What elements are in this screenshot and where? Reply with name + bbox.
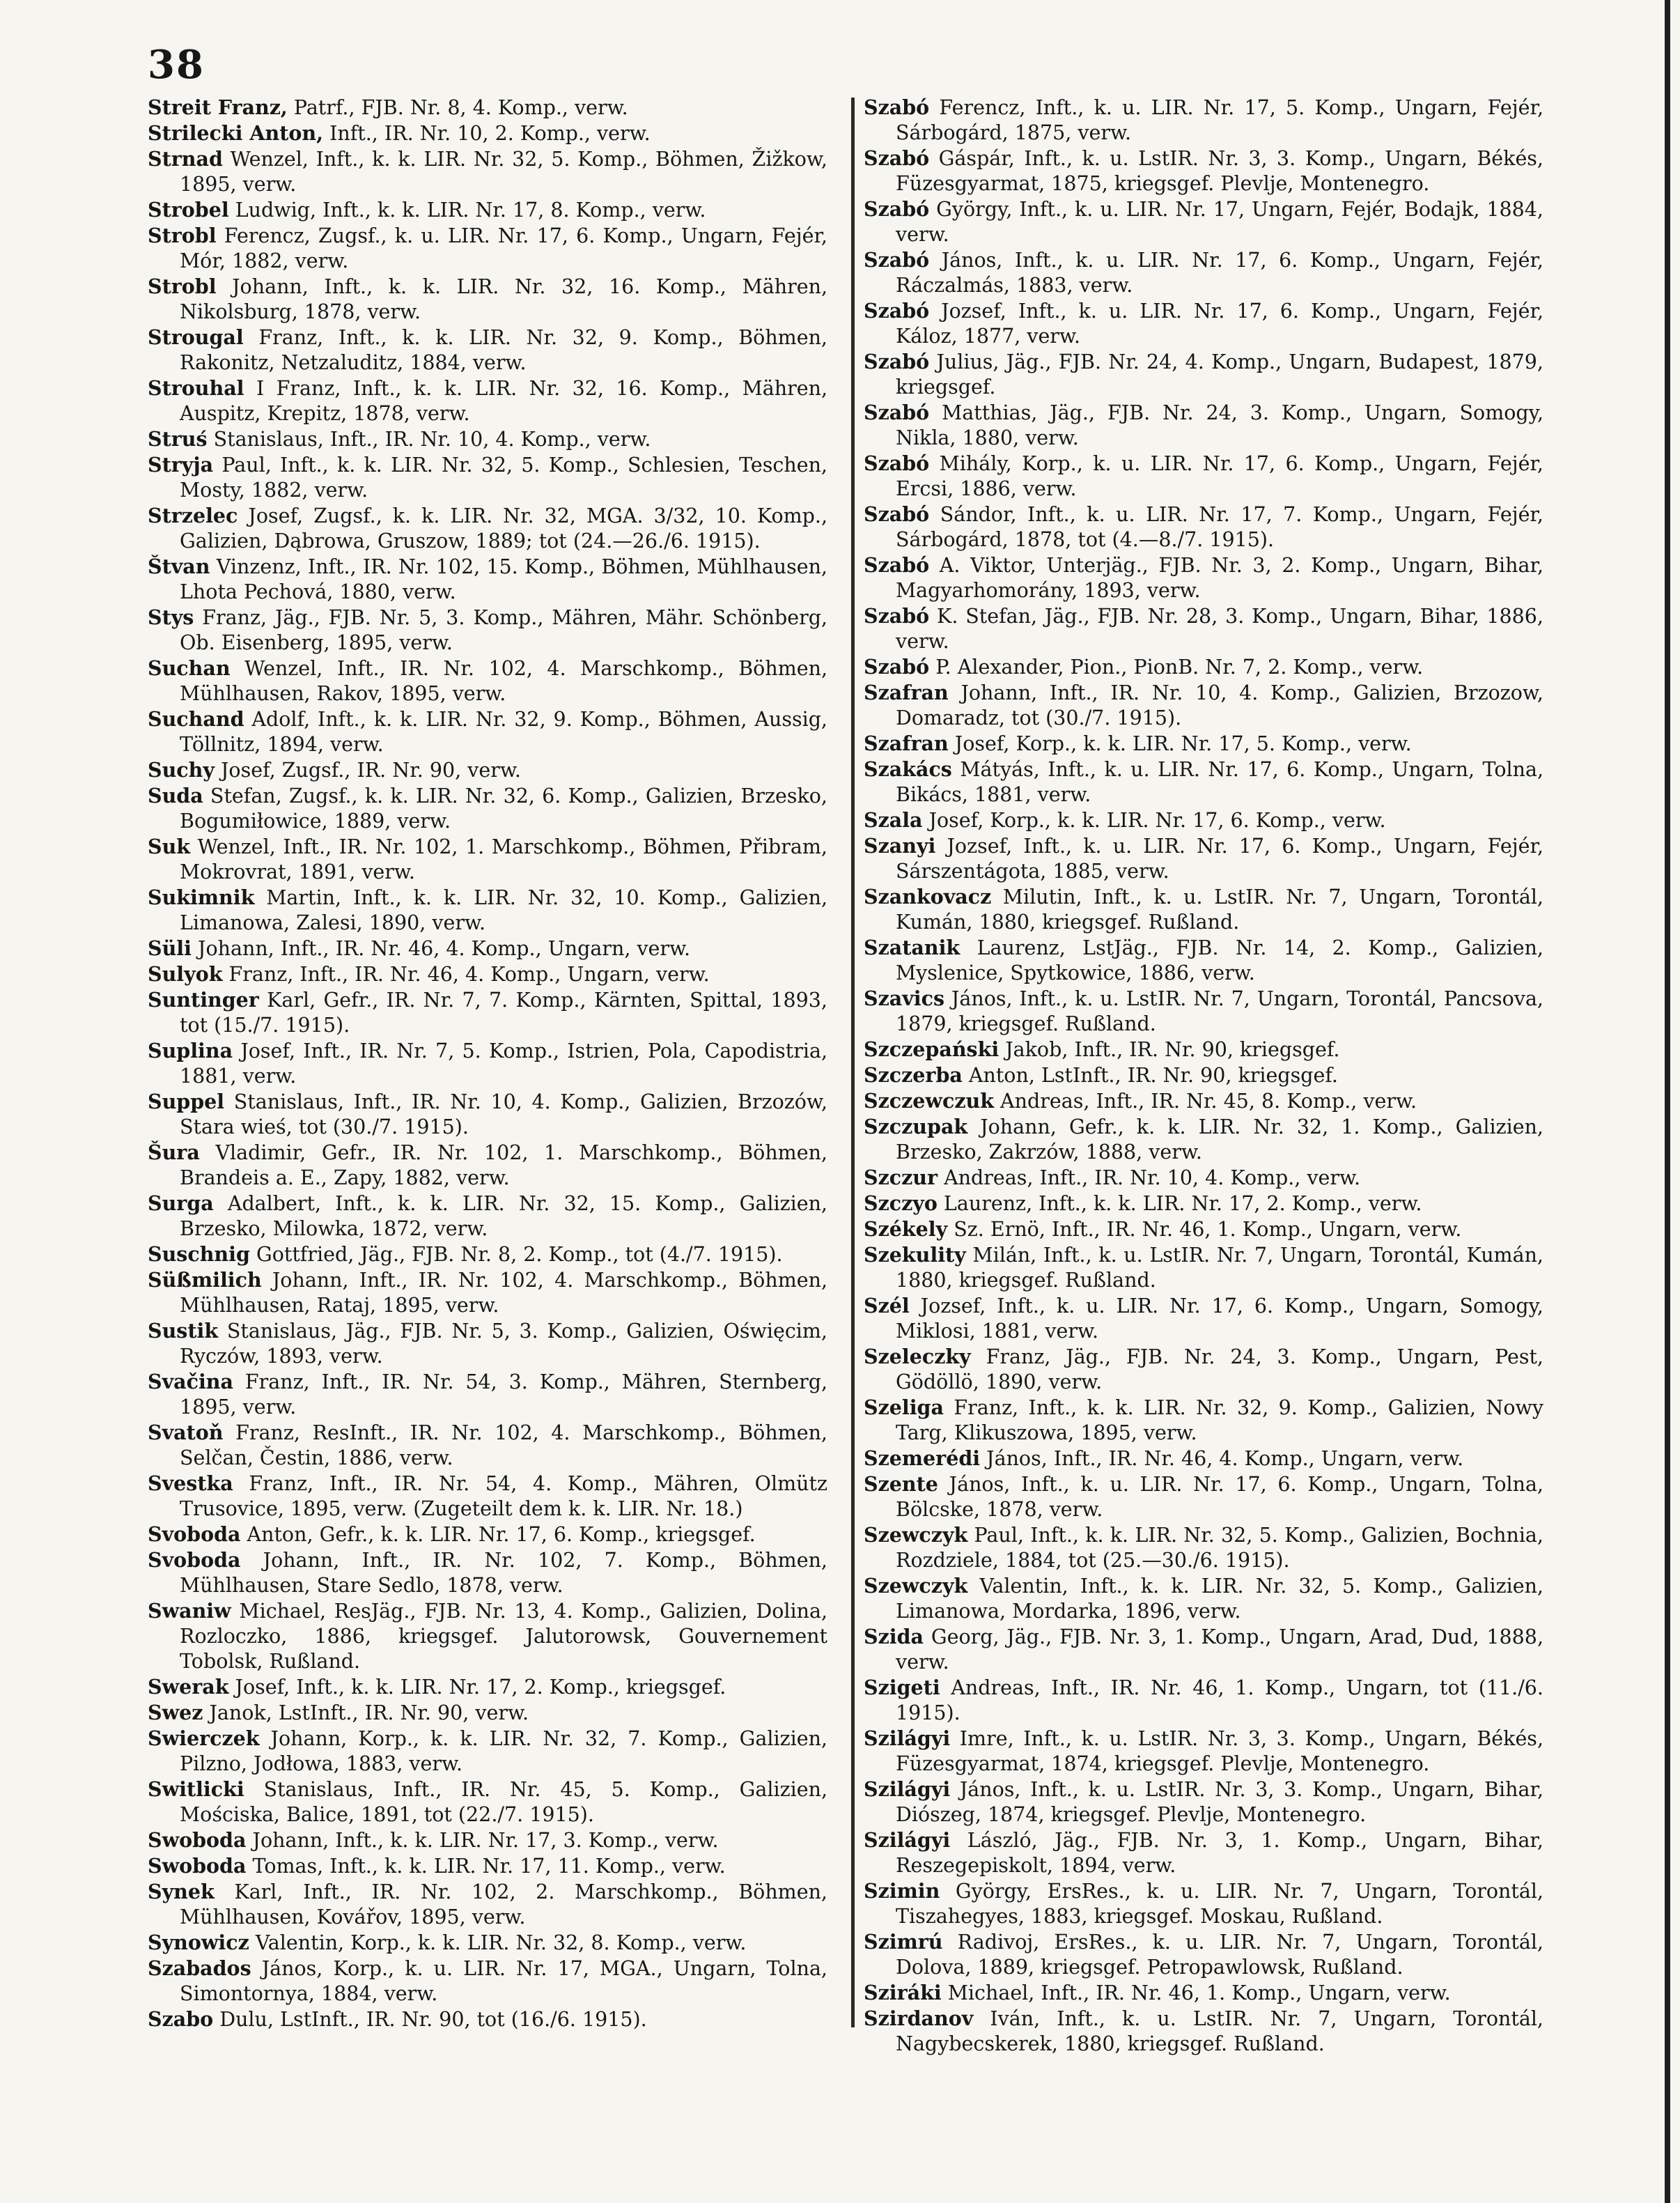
entry-details: Johann, Inft., IR. Nr. 102, 7. Komp., Böhmen, Mühlhausen, Stare Sedlo, 1878, verw. <box>180 1549 827 1597</box>
casualty-entry <box>864 603 1543 654</box>
entry-surname: Szabó <box>864 502 930 526</box>
casualty-entry <box>148 223 827 274</box>
entry-surname: Süßmilich <box>148 1268 262 1292</box>
casualty-entry <box>864 1624 1543 1675</box>
entry-surname: Szabó <box>864 451 930 475</box>
entry-surname: Suppel <box>148 1090 225 1113</box>
casualty-entry <box>148 961 827 987</box>
entry-surname: Swerak <box>148 1675 229 1699</box>
entry-surname: Štvan <box>148 555 210 578</box>
casualty-entry <box>148 1267 827 1318</box>
casualty-entry <box>148 1140 827 1191</box>
entry-surname: Szala <box>864 808 923 832</box>
entry-surname: Swoboda <box>148 1828 247 1852</box>
entry-details: Mátyás, Inft., k. u. LIR. Nr. 17, 6. Komp., Ungarn, Tolna, Bikács, 1881, verw. <box>896 758 1543 806</box>
casualty-entry <box>148 1700 827 1726</box>
entry-surname: Stys <box>148 605 194 629</box>
entry-details: János, Inft., k. u. LstIR. Nr. 7, Ungarn, Torontál, Pancsova, 1879, kriegsgef. Rußland. <box>896 987 1543 1035</box>
casualty-entry <box>148 503 827 554</box>
entry-details: Georg, Jäg., FJB. Nr. 3, 1. Komp., Ungarn, Arad, Dud, 1888, verw. <box>896 1625 1543 1673</box>
entry-surname: Szabó <box>864 146 930 170</box>
casualty-entry <box>148 1930 827 1956</box>
entry-surname: Suschnig <box>148 1242 250 1266</box>
entry-surname: Szigeti <box>864 1676 940 1699</box>
casualty-entry <box>148 146 827 197</box>
entry-details: Jozsef, Inft., k. u. LIR. Nr. 17, 6. Komp., Ungarn, Fejér, Sárszentágota, 1885, verw. <box>896 835 1543 883</box>
casualty-entry <box>148 1853 827 1879</box>
casualty-entry <box>864 1062 1543 1088</box>
entry-surname: Szewczyk <box>864 1523 968 1547</box>
entry-details: György, ErsRes., k. u. LIR. Nr. 7, Ungarn, Torontál, Tiszahegyes, 1883, kriegsgef. Moskau, Rußland. <box>896 1880 1543 1928</box>
entry-details: Paul, Inft., k. k. LIR. Nr. 32, 5. Komp., Galizien, Bochnia, Rozdziele, 1884, tot (25.—30./6. 1915). <box>896 1524 1543 1572</box>
casualty-entry <box>148 121 827 146</box>
entry-surname: Swierczek <box>148 1726 260 1750</box>
column-divider <box>851 98 855 2027</box>
casualty-entry <box>864 935 1543 986</box>
entry-surname: Sukimnik <box>148 886 255 909</box>
entry-surname: Szabó <box>864 299 930 323</box>
entry-details: Paul, Inft., k. k. LIR. Nr. 32, 5. Komp., Schlesien, Teschen, Mosty, 1882, verw. <box>180 454 827 502</box>
casualty-entry <box>148 783 827 834</box>
entry-details: Iván, Inft., k. u. LstIR. Nr. 7, Ungarn, Torontál, Nagybecskerek, 1880, kriegsgef. Rußland. <box>896 2007 1543 2055</box>
entry-details: Johann, Inft., IR. Nr. 10, 4. Komp., Galizien, Brzozow, Domaradz, tot (30./7. 1915). <box>896 681 1543 729</box>
entry-details: Vinzenz, Inft., IR. Nr. 102, 15. Komp., Böhmen, Mühlhausen, Lhota Pechová, 1880, verw. <box>180 555 827 603</box>
entry-details: Josef, Zugsf., IR. Nr. 90, verw. <box>214 759 521 782</box>
entry-surname: Sulyok <box>148 962 223 986</box>
entry-surname: Szczepański <box>864 1037 1000 1061</box>
entry-details: Matthias, Jäg., FJB. Nr. 24, 3. Komp., Ungarn, Somogy, Nikla, 1880, verw. <box>896 401 1543 449</box>
entry-details: János, Inft., k. u. LstIR. Nr. 3, 3. Komp., Ungarn, Bihar, Diószeg, 1874, kriegsgef. Plevlje, Montenegro. <box>896 1778 1543 1826</box>
casualty-entry <box>148 936 827 961</box>
entry-surname: Sziráki <box>864 1981 942 2004</box>
entry-surname: Strobl <box>148 275 217 298</box>
casualty-entry <box>864 1827 1543 1878</box>
entry-details: Laurenz, LstJäg., FJB. Nr. 14, 2. Komp., Galizien, Myslenice, Spytkowice, 1886, verw. <box>896 936 1543 984</box>
casualty-entry <box>864 1216 1543 1242</box>
entry-details: Michael, Inft., IR. Nr. 46, 1. Komp., Ungarn, verw. <box>941 1981 1451 2004</box>
entry-details: Franz, Inft., k. k. LIR. Nr. 32, 9. Komp., Galizien, Nowy Targ, Klikuszowa, 1895, verw. <box>896 1396 1543 1444</box>
casualty-entry <box>148 452 827 503</box>
entry-details: Franz, Inft., k. k. LIR. Nr. 32, 9. Komp., Böhmen, Rakonitz, Netzaluditz, 1884, verw. <box>180 326 827 374</box>
entry-details: Josef, Inft., IR. Nr. 7, 5. Komp., Istrien, Pola, Capodistria, 1881, verw. <box>180 1039 827 1088</box>
entry-surname: Suplina <box>148 1039 233 1062</box>
entry-details: Valentin, Inft., k. k. LIR. Nr. 32, 5. Komp., Galizien, Limanowa, Mordarka, 1896, verw. <box>896 1575 1543 1623</box>
entry-surname: Svoboda <box>148 1548 241 1572</box>
entry-surname: Szekulity <box>864 1243 966 1267</box>
entry-surname: Strobl <box>148 224 217 247</box>
entry-surname: Strnad <box>148 147 223 171</box>
entry-surname: Sustik <box>148 1319 219 1343</box>
entry-surname: Strzelec <box>148 504 238 527</box>
entry-details: Ferencz, Inft., k. u. LIR. Nr. 17, 5. Komp., Ungarn, Fejér, Sárbogárd, 1875, verw. <box>896 96 1543 144</box>
entry-surname: Svačina <box>148 1370 233 1393</box>
casualty-entry <box>864 2006 1543 2057</box>
entry-details: Mihály, Korp., k. u. LIR. Nr. 17, 6. Komp., Ungarn, Fejér, Ercsi, 1886, verw. <box>896 452 1543 500</box>
entry-details: Milán, Inft., k. u. LstIR. Nr. 7, Ungarn, Torontál, Kumán, 1880, kriegsgef. Rußland. <box>896 1244 1543 1292</box>
casualty-entry <box>864 1573 1543 1624</box>
casualty-entry <box>148 1089 827 1140</box>
entry-details: Andreas, Inft., IR. Nr. 45, 8. Komp., verw. <box>993 1090 1417 1113</box>
entry-surname: Szabó <box>864 350 930 373</box>
entry-details: Jakob, Inft., IR. Nr. 90, kriegsgef. <box>999 1038 1340 1061</box>
entry-surname: Szél <box>864 1294 910 1317</box>
casualty-entry <box>148 1318 827 1369</box>
entry-surname: Synowicz <box>148 1931 249 1954</box>
entry-details: Michael, ResJäg., FJB. Nr. 13, 4. Komp., Galizien, Dolina, Rozloczko, 1886, kriegsgef. Jalutorowsk, Gouvernement Tobolsk, Rußland. <box>180 1600 827 1673</box>
casualty-entry <box>148 95 827 121</box>
entry-surname: Szavics <box>864 987 945 1010</box>
entry-surname: Szente <box>864 1472 938 1496</box>
entry-surname: Surga <box>148 1191 214 1215</box>
casualty-entry <box>148 325 827 376</box>
entry-surname: Süli <box>148 936 192 960</box>
entry-details: Radivoj, ErsRes., k. u. LIR. Nr. 7, Ungarn, Torontál, Dolova, 1889, kriegsgef. Petropawlowsk, Rußland. <box>896 1931 1543 1979</box>
entry-details: Johann, Inft., k. k. LIR. Nr. 32, 16. Komp., Mähren, Nikolsburg, 1878, verw. <box>180 275 827 323</box>
casualty-entry <box>864 1980 1543 2006</box>
casualty-entry <box>864 146 1543 196</box>
entry-surname: Suchan <box>148 656 231 680</box>
entry-surname: Szabó <box>864 655 930 679</box>
entry-details: Karl, Inft., IR. Nr. 102, 2. Marschkomp., Böhmen, Mühlhausen, Kovářov, 1895, verw. <box>180 1880 827 1928</box>
entry-details: Imre, Inft., k. u. LstIR. Nr. 3, 3. Komp., Ungarn, Békés, Füzesgyarmat, 1874, kriegsgef. Plevlje, Montenegro. <box>896 1727 1543 1775</box>
entry-details: János, Inft., k. u. LIR. Nr. 17, 6. Komp., Ungarn, Fejér, Ráczalmás, 1883, verw. <box>896 249 1543 297</box>
entry-surname: Swaniw <box>148 1599 231 1623</box>
entry-surname: Szilágyi <box>864 1828 951 1852</box>
entry-surname: Suda <box>148 784 203 807</box>
entry-details: A. Viktor, Unterjäg., FJB. Nr. 3, 2. Komp., Ungarn, Bihar, Magyarhomorány, 1893, verw. <box>896 554 1543 602</box>
casualty-entry <box>864 1191 1543 1216</box>
casualty-entry <box>864 349 1543 400</box>
casualty-entry <box>148 1191 827 1242</box>
casualty-entry <box>864 451 1543 502</box>
entry-details: Adolf, Inft., k. k. LIR. Nr. 32, 9. Komp., Böhmen, Aussig, Töllnitz, 1894, verw. <box>180 708 827 756</box>
casualty-entry <box>148 2007 827 2032</box>
entry-details: Sz. Ernö, Inft., IR. Nr. 46, 1. Komp., Ungarn, verw. <box>947 1218 1462 1241</box>
entry-details: Johann, Gefr., k. k. LIR. Nr. 32, 1. Komp., Galizien, Brzesko, Zakrzów, 1888, verw. <box>896 1115 1543 1164</box>
casualty-entry <box>148 757 827 783</box>
casualty-entry <box>148 1827 827 1853</box>
entry-surname: Szabó <box>864 197 930 221</box>
entry-details: Janok, LstInft., IR. Nr. 90, verw. <box>203 1701 529 1724</box>
entry-surname: Szimrú <box>864 1930 943 1954</box>
casualty-entry <box>148 376 827 426</box>
entry-details: Gottfried, Jäg., FJB. Nr. 8, 2. Komp., tot (4./7. 1915). <box>249 1243 783 1266</box>
entry-surname: Szimin <box>864 1879 940 1903</box>
entry-details: János, Inft., IR. Nr. 46, 4. Komp., Ungarn, verw. <box>980 1447 1464 1470</box>
casualty-entry <box>148 1471 827 1522</box>
entry-details: Milutin, Inft., k. u. LstIR. Nr. 7, Ungarn, Torontál, Kumán, 1880, kriegsgef. Rußland. <box>896 886 1543 934</box>
entry-surname: Swez <box>148 1701 203 1724</box>
casualty-entry <box>148 1522 827 1547</box>
entry-details: P. Alexander, Pion., PionB. Nr. 7, 2. Komp., verw. <box>929 656 1424 679</box>
casualty-entry <box>864 1344 1543 1395</box>
casualty-entry <box>864 884 1543 935</box>
entry-details: Franz, Inft., IR. Nr. 54, 3. Komp., Mähren, Sternberg, 1895, verw. <box>180 1370 827 1419</box>
entry-details: Josef, Korp., k. k. LIR. Nr. 17, 5. Komp., verw. <box>948 732 1412 755</box>
entry-surname: Szczyo <box>864 1191 938 1215</box>
casualty-entry <box>864 654 1543 680</box>
casualty-entry <box>148 834 827 885</box>
entry-surname: Svoboda <box>148 1522 241 1546</box>
entry-surname: Suchand <box>148 707 244 731</box>
casualty-entry <box>148 197 827 223</box>
entry-surname: Strilecki Anton, <box>148 121 324 145</box>
entry-surname: Szabados <box>148 1956 251 1980</box>
page-number: 38 <box>148 42 205 88</box>
entry-details: Jozsef, Inft., k. u. LIR. Nr. 17, 6. Komp., Ungarn, Fejér, Káloz, 1877, verw. <box>896 300 1543 348</box>
casualty-entry <box>148 1242 827 1267</box>
casualty-entry <box>148 1038 827 1089</box>
entry-details: Karl, Gefr., IR. Nr. 7, 7. Komp., Kärnten, Spittal, 1893, tot (15./7. 1915). <box>180 989 827 1037</box>
casualty-entry <box>864 1037 1543 1062</box>
entry-surname: Suchy <box>148 758 215 782</box>
entry-surname: Struś <box>148 427 208 451</box>
entry-details: Stanislaus, Inft., IR. Nr. 45, 5. Komp., Galizien, Mościska, Balice, 1891, tot (22./7. 1915). <box>180 1778 827 1826</box>
entry-details: Josef, Zugsf., k. k. LIR. Nr. 32, MGA. 3/32, 10. Komp., Galizien, Dąbrowa, Gruszow, 1889; tot (24.—26./6. 1915). <box>180 504 827 552</box>
entry-details: Julius, Jäg., FJB. Nr. 24, 4. Komp., Ungarn, Budapest, 1879, kriegsgef. <box>896 350 1543 399</box>
casualty-entry <box>864 1777 1543 1827</box>
entry-details: Gáspár, Inft., k. u. LstIR. Nr. 3, 3. Komp., Ungarn, Békés, Füzesgyarmat, 1875, kriegsgef. Plevlje, Montenegro. <box>896 147 1543 195</box>
entry-surname: Szczur <box>864 1166 938 1189</box>
casualty-entry <box>864 757 1543 807</box>
entry-details: I Franz, Inft., k. k. LIR. Nr. 32, 16. Komp., Mähren, Auspitz, Krepitz, 1878, verw. <box>180 377 827 425</box>
entry-surname: Szilágyi <box>864 1777 951 1801</box>
entry-details: Johann, Inft., k. k. LIR. Nr. 17, 3. Komp., verw. <box>246 1829 719 1852</box>
casualty-entry <box>864 1726 1543 1777</box>
entry-details: Stefan, Zugsf., k. k. LIR. Nr. 32, 6. Komp., Galizien, Brzesko, Bogumiłowice, 1889, verw. <box>180 784 827 833</box>
entry-details: Johann, Inft., IR. Nr. 46, 4. Komp., Ungarn, verw. <box>191 937 691 960</box>
entry-surname: Strobel <box>148 198 229 222</box>
entry-details: Franz, ResInft., IR. Nr. 102, 4. Marschkomp., Böhmen, Selčan, Čestin, 1886, verw. <box>180 1421 827 1469</box>
casualty-entry <box>864 1165 1543 1191</box>
entry-details: László, Jäg., FJB. Nr. 3, 1. Komp., Ungarn, Bihar, Reszegepiskolt, 1894, verw. <box>896 1829 1543 1877</box>
entry-surname: Szabó <box>864 95 930 119</box>
casualty-entry <box>864 552 1543 603</box>
entry-details: Sándor, Inft., k. u. LIR. Nr. 17, 7. Komp., Ungarn, Fejér, Sárbogárd, 1878, tot (4.—8./7. 1915). <box>896 503 1543 551</box>
entry-surname: Strougal <box>148 325 244 349</box>
casualty-entry <box>864 196 1543 247</box>
casualty-entry <box>148 1879 827 1930</box>
entry-details: János, Inft., k. u. LIR. Nr. 17, 6. Komp., Ungarn, Tolna, Bölcske, 1878, verw. <box>896 1473 1543 1521</box>
entry-details: Valentin, Korp., k. k. LIR. Nr. 32, 8. Komp., verw. <box>249 1931 747 1954</box>
entry-details: Dulu, LstInft., IR. Nr. 90, tot (16./6. 1915). <box>213 2008 647 2031</box>
casualty-entry <box>148 885 827 936</box>
casualty-entry <box>148 1420 827 1471</box>
casualty-entry <box>148 1777 827 1827</box>
entry-surname: Szakács <box>864 757 952 781</box>
casualty-entry <box>864 1878 1543 1929</box>
casualty-entry <box>148 987 827 1038</box>
casualty-entry <box>148 1956 827 2007</box>
entry-surname: Szczupak <box>864 1115 968 1138</box>
entry-surname: Szida <box>864 1625 924 1648</box>
entry-surname: Stryja <box>148 453 214 477</box>
entry-surname: Šura <box>148 1141 200 1164</box>
entry-details: Anton, Gefr., k. k. LIR. Nr. 17, 6. Komp., kriegsgef. <box>240 1523 756 1546</box>
entry-surname: Szafran <box>864 681 949 704</box>
entry-surname: Szabó <box>864 248 930 272</box>
casualty-entry <box>864 1088 1543 1114</box>
entry-details: Andreas, Inft., IR. Nr. 46, 1. Komp., Ungarn, tot (11./6. 1915). <box>896 1676 1543 1724</box>
entry-surname: Suntinger <box>148 988 259 1012</box>
entry-surname: Szczerba <box>864 1063 963 1087</box>
entry-details: Anton, LstInft., IR. Nr. 90, kriegsgef. <box>962 1064 1338 1087</box>
entry-details: K. Stefan, Jäg., FJB. Nr. 28, 3. Komp., Ungarn, Bihar, 1886, verw. <box>896 605 1543 653</box>
entry-details: Ferencz, Zugsf., k. u. LIR. Nr. 17, 6. Komp., Ungarn, Fejér, Mór, 1882, verw. <box>180 224 827 272</box>
entry-details: Inft., IR. Nr. 10, 2. Komp., verw. <box>323 122 651 145</box>
entry-details: Stanislaus, Inft., IR. Nr. 10, 4. Komp., Galizien, Brzozów, Stara wieś, tot (30./7. 1915). <box>180 1090 827 1138</box>
casualty-entry <box>864 1242 1543 1293</box>
entry-surname: Strouhal <box>148 376 244 400</box>
casualty-entry <box>864 1675 1543 1726</box>
right-column <box>864 95 1543 2057</box>
entry-details: Wenzel, Inft., k. k. LIR. Nr. 32, 5. Komp., Böhmen, Žižkow, 1895, verw. <box>180 148 827 196</box>
entry-surname: Szirdanov <box>864 2007 974 2030</box>
entry-details: Johann, Korp., k. k. LIR. Nr. 32, 7. Komp., Galizien, Pilzno, Jodłowa, 1883, verw. <box>180 1727 827 1775</box>
entry-surname: Szabo <box>148 2007 214 2031</box>
entry-details: Josef, Inft., k. k. LIR. Nr. 17, 2. Komp., kriegsgef. <box>228 1676 726 1699</box>
entry-surname: Szeleczky <box>864 1345 971 1368</box>
entry-surname: Synek <box>148 1880 215 1903</box>
casualty-entry <box>148 554 827 605</box>
entry-surname: Székely <box>864 1217 948 1241</box>
entry-surname: Szczewczuk <box>864 1089 994 1113</box>
entry-surname: Suk <box>148 835 191 858</box>
casualty-entry <box>864 1929 1543 1980</box>
casualty-entry <box>148 1726 827 1777</box>
casualty-entry <box>864 1114 1543 1165</box>
entry-details: Josef, Korp., k. k. LIR. Nr. 17, 6. Komp., verw. <box>922 809 1386 832</box>
entry-surname: Szanyi <box>864 834 936 858</box>
entry-details: Franz, Inft., IR. Nr. 54, 4. Komp., Mähren, Olmütz Trusovice, 1895, verw. (Zugeteilt dem k. k. LIR. Nr. 18.) <box>180 1472 827 1520</box>
casualty-entry <box>148 274 827 325</box>
entry-details: János, Korp., k. u. LIR. Nr. 17, MGA., Ungarn, Tolna, Simontornya, 1884, verw. <box>180 1957 827 2005</box>
entry-surname: Szatanik <box>864 936 960 959</box>
entry-surname: Szewczyk <box>864 1574 968 1598</box>
entry-details: Johann, Inft., IR. Nr. 102, 4. Marschkomp., Böhmen, Mühlhausen, Rataj, 1895, verw. <box>180 1269 827 1317</box>
casualty-entry <box>148 1547 827 1598</box>
entry-details: Patrf., FJB. Nr. 8, 4. Komp., verw. <box>287 96 628 119</box>
casualty-entry <box>864 95 1543 146</box>
entry-surname: Svatoň <box>148 1421 224 1444</box>
casualty-entry <box>864 1446 1543 1471</box>
casualty-entry <box>864 298 1543 349</box>
casualty-entry <box>864 833 1543 884</box>
entry-details: Adalbert, Inft., k. k. LIR. Nr. 32, 15. Komp., Galizien, Brzesko, Milowka, 1872, verw. <box>180 1192 827 1240</box>
entry-surname: Szankovacz <box>864 885 992 909</box>
casualty-entry <box>864 1522 1543 1573</box>
entry-surname: Svestka <box>148 1471 233 1495</box>
casualty-entry <box>864 807 1543 833</box>
casualty-entry <box>864 1395 1543 1446</box>
entry-details: Wenzel, Inft., IR. Nr. 102, 1. Marschkomp., Böhmen, Přibram, Mokrovrat, 1891, verw. <box>180 835 827 883</box>
entry-details: Tomas, Inft., k. k. LIR. Nr. 17, 11. Komp., verw. <box>246 1855 726 1878</box>
entry-details: György, Inft., k. u. LIR. Nr. 17, Ungarn, Fejér, Bodajk, 1884, verw. <box>896 198 1543 246</box>
casualty-entry <box>148 1369 827 1420</box>
entry-surname: Szeliga <box>864 1396 944 1419</box>
entry-details: Martin, Inft., k. k. LIR. Nr. 32, 10. Komp., Galizien, Limanowa, Zalesi, 1890, verw. <box>180 886 827 934</box>
entry-details: Franz, Jäg., FJB. Nr. 5, 3. Komp., Mähren, Mähr. Schönberg, Ob. Eisenberg, 1895, verw. <box>180 606 827 654</box>
casualty-entry <box>148 1674 827 1700</box>
casualty-entry <box>864 1293 1543 1344</box>
entry-surname: Szabó <box>864 604 930 628</box>
left-column <box>148 95 827 2032</box>
casualty-entry <box>148 605 827 656</box>
entry-details: Laurenz, Inft., k. k. LIR. Nr. 17, 2. Komp., verw. <box>937 1192 1422 1215</box>
entry-surname: Szilágyi <box>864 1726 951 1750</box>
casualty-entry <box>864 680 1543 731</box>
entry-surname: Swoboda <box>148 1854 247 1878</box>
casualty-entry <box>864 247 1543 298</box>
casualty-entry <box>864 400 1543 451</box>
entry-details: Jozsef, Inft., k. u. LIR. Nr. 17, 6. Komp., Ungarn, Somogy, Miklosi, 1881, verw. <box>896 1294 1543 1343</box>
entry-details: Vladimir, Gefr., IR. Nr. 102, 1. Marschkomp., Böhmen, Brandeis a. E., Zapy, 1882, verw. <box>180 1141 827 1189</box>
entry-surname: Szafran <box>864 732 949 755</box>
casualty-entry <box>148 706 827 757</box>
entry-details: Stanislaus, Jäg., FJB. Nr. 5, 3. Komp., Galizien, Oświęcim, Ryczów, 1893, verw. <box>180 1320 827 1368</box>
entry-details: Franz, Jäg., FJB. Nr. 24, 3. Komp., Ungarn, Pest, Gödöllö, 1890, verw. <box>896 1345 1543 1393</box>
casualty-entry <box>864 502 1543 552</box>
page-edge-rule <box>1665 0 1670 2203</box>
entry-details: Andreas, Inft., IR. Nr. 10, 4. Komp., verw. <box>938 1166 1361 1189</box>
casualty-entry <box>864 731 1543 757</box>
entry-surname: Szabó <box>864 401 930 424</box>
entry-details: Wenzel, Inft., IR. Nr. 102, 4. Marschkomp., Böhmen, Mühlhausen, Rakov, 1895, verw. <box>180 657 827 705</box>
entry-details: Franz, Inft., IR. Nr. 46, 4. Komp., Ungarn, verw. <box>222 963 710 986</box>
entry-surname: Switlicki <box>148 1777 244 1801</box>
casualty-entry <box>864 986 1543 1037</box>
entry-details: Stanislaus, Inft., IR. Nr. 10, 4. Komp., verw. <box>207 428 651 451</box>
casualty-entry <box>148 426 827 452</box>
casualty-entry <box>148 656 827 706</box>
casualty-entry <box>148 1598 827 1674</box>
entry-surname: Szabó <box>864 553 930 577</box>
entry-surname: Streit Franz, <box>148 95 288 119</box>
entry-details: Ludwig, Inft., k. k. LIR. Nr. 17, 8. Komp., verw. <box>228 199 706 222</box>
entry-surname: Szemerédi <box>864 1446 981 1470</box>
casualty-entry <box>864 1471 1543 1522</box>
